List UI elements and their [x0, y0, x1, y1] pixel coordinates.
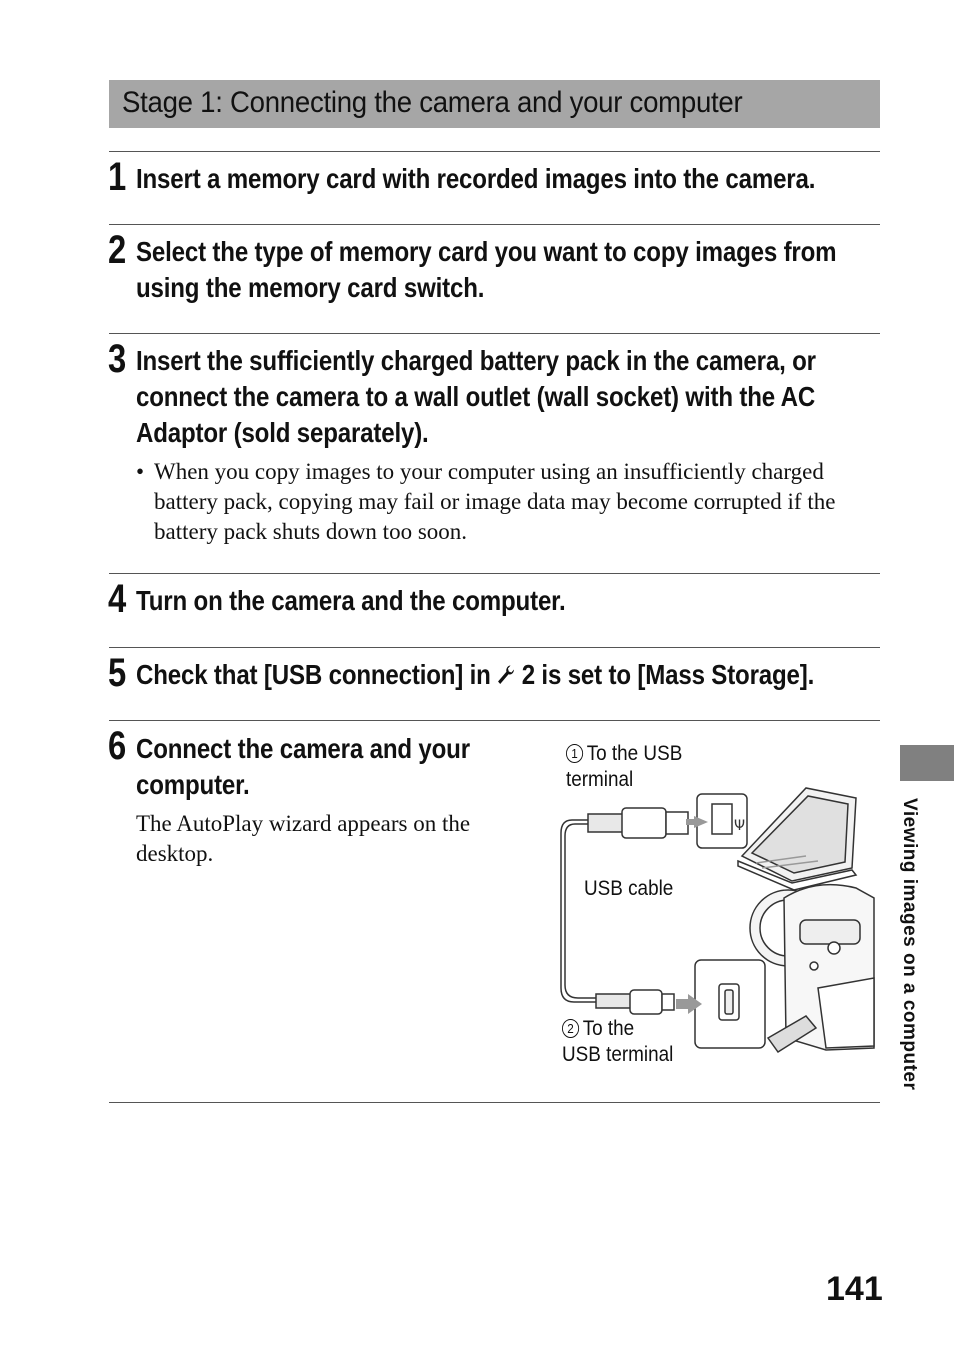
callout-usb-terminal-2: 2 To the USB terminal — [562, 1017, 674, 1066]
step-1-text: Insert a memory card with recorded images into the camera. — [136, 163, 816, 194]
usb-cable — [561, 820, 624, 1002]
step-number-1: 1 — [108, 155, 127, 199]
step-marker-1: 1 — [566, 744, 583, 763]
usb-connection-diagram — [556, 738, 876, 1078]
divider — [109, 647, 880, 648]
step-number-2: 2 — [108, 228, 127, 272]
laptop-illustration — [738, 788, 856, 890]
step-number-4: 4 — [108, 577, 127, 621]
divider — [109, 720, 880, 721]
step-2-text: Select the type of memory card you want to copy images from using the memory card switch. — [136, 236, 837, 303]
divider — [109, 573, 880, 574]
step-number-3: 3 — [108, 337, 127, 381]
step-6-body: The AutoPlay wizard appears on the desktop. — [136, 811, 471, 866]
step-3-text: Insert the sufficiently charged battery pack in the camera, or connect the camera to a wall outlet (wall socket) with the AC Adaptor (sold separately). — [136, 345, 816, 448]
usb-connector-mini — [596, 990, 674, 1014]
divider — [109, 1102, 880, 1103]
usb-connector-a — [588, 808, 688, 838]
step-number-6: 6 — [108, 724, 127, 768]
section-header-bar — [109, 80, 880, 128]
divider — [109, 151, 880, 152]
wrench-icon — [496, 663, 517, 687]
svg-text:Ψ: Ψ — [734, 818, 746, 834]
step-6-text: Connect the camera and your computer. — [136, 733, 470, 800]
bullet: • — [136, 459, 145, 484]
callout-usb-terminal-1: 1 To the USB terminal — [566, 742, 683, 791]
step-5-text: Check that [USB connection] in 2 is set to [Mass Storage]. — [136, 659, 815, 690]
step-number-5: 5 — [108, 651, 127, 695]
divider — [109, 333, 880, 334]
usb-cable-label: USB cable — [584, 877, 674, 900]
camera-illustration — [750, 885, 874, 1052]
divider — [109, 224, 880, 225]
section-side-label: Viewing images on a computer — [899, 798, 920, 1091]
step-4-text: Turn on the camera and the computer. — [136, 585, 566, 616]
section-title: Stage 1: Connecting the camera and your computer — [122, 86, 743, 119]
section-tab — [900, 745, 954, 781]
step-marker-2: 2 — [562, 1019, 579, 1038]
page-number: 141 — [826, 1270, 883, 1308]
usb-port-camera — [695, 960, 765, 1048]
